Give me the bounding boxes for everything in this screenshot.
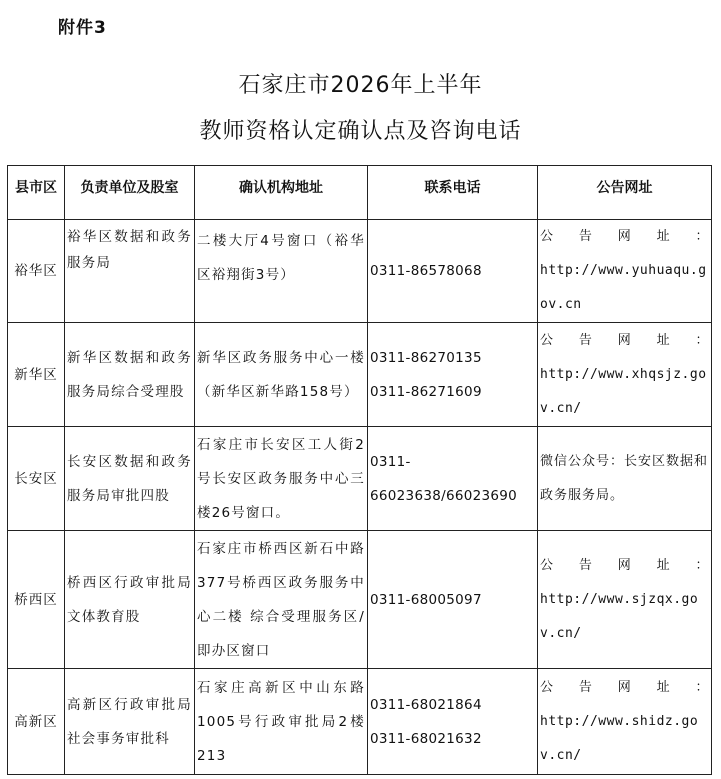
website-label-char: 公 xyxy=(540,679,554,695)
unit-text: 长安区数据和政务服务局审批四股 xyxy=(67,453,192,504)
page-title-line-2: 教师资格认定确认点及咨询电话 xyxy=(199,119,522,144)
table-header-row xyxy=(8,166,712,220)
phone-number: 0311-86270135 xyxy=(370,349,482,366)
website-label xyxy=(540,671,709,705)
website-label-char: 告 xyxy=(578,679,593,695)
header-address: 确认机构地址 xyxy=(195,166,368,220)
website-cell xyxy=(538,669,712,775)
address-text: 石家庄市桥西区新石中路377号桥西区政务服务中心二楼 综合受理服务区/即办区窗口 xyxy=(197,540,365,659)
unit-cell xyxy=(65,220,195,323)
website-label-char: 告 xyxy=(578,229,593,244)
table-row xyxy=(8,669,712,775)
website-label-char: 址 xyxy=(656,679,671,695)
website-cell xyxy=(538,323,712,427)
phone-number: 0311-68005097 xyxy=(370,591,482,608)
table-row xyxy=(8,531,712,669)
unit-cell xyxy=(65,323,195,427)
unit-text: 新华区数据和政务服务局综合受理股 xyxy=(67,349,192,400)
header-district: 县市区 xyxy=(8,166,65,220)
district-cell: 长安区 xyxy=(8,427,65,531)
unit-text: 裕华区数据和政务服务局 xyxy=(67,229,192,271)
header-phone: 联系电话 xyxy=(368,166,538,220)
phone-cell xyxy=(368,220,538,323)
address-text: 新华区政务服务中心一楼（新华区新华路158号） xyxy=(197,349,365,400)
address-cell xyxy=(195,531,368,669)
header-website: 公告网址 xyxy=(538,166,712,220)
district-cell: 高新区 xyxy=(8,669,65,775)
website-label-char: 公 xyxy=(540,332,554,348)
phone-cell xyxy=(368,531,538,669)
website-label-char: 公 xyxy=(540,229,554,244)
website-label-char: 网 xyxy=(617,229,632,244)
unit-text: 桥西区行政审批局文体教育股 xyxy=(67,574,192,625)
table-row xyxy=(8,323,712,427)
page-title-line-1: 石家庄市2026年上半年 xyxy=(238,73,483,98)
website-label-char: 址 xyxy=(656,332,671,348)
phone-number: 0311-68021864 xyxy=(370,696,482,713)
website-label-char: 告 xyxy=(578,557,593,573)
website-label-char: 址 xyxy=(656,229,671,244)
website-label-char: 网 xyxy=(617,679,632,695)
address-text: 石家庄市长安区工人街2号长安区政务服务中心三楼26号窗口。 xyxy=(197,436,365,521)
district-cell: 新华区 xyxy=(8,323,65,427)
website-url-link[interactable]: http://www.sjzqx.gov.cn/ xyxy=(540,591,699,641)
district-cell: 桥西区 xyxy=(8,531,65,669)
address-cell xyxy=(195,669,368,775)
website-label-char: 网 xyxy=(617,557,632,573)
website-label-char: ： xyxy=(695,229,709,244)
phone-cell xyxy=(368,323,538,427)
phone-cell xyxy=(368,669,538,775)
unit-cell xyxy=(65,669,195,775)
district-cell: 裕华区 xyxy=(8,220,65,323)
website-label-char: 公 xyxy=(540,557,554,573)
header-unit: 负责单位及股室 xyxy=(65,166,195,220)
address-text: 二楼大厅4号窗口（裕华区裕翔街3号） xyxy=(197,233,365,283)
unit-cell xyxy=(65,531,195,669)
website-label-char: ： xyxy=(695,557,709,573)
unit-cell xyxy=(65,427,195,531)
website-cell xyxy=(538,531,712,669)
website-url-link[interactable]: http://www.yuhuaqu.gov.cn xyxy=(540,263,707,312)
table-row xyxy=(8,427,712,531)
unit-text: 高新区行政审批局社会事务审批科 xyxy=(67,696,192,747)
consultation-table xyxy=(7,165,712,775)
attachment-label: 附件3 xyxy=(58,18,107,38)
phone-number: 66023638/66023690 xyxy=(370,487,518,504)
phone-number: 0311-86271609 xyxy=(370,383,482,400)
website-label xyxy=(540,549,709,583)
address-cell xyxy=(195,323,368,427)
table-row xyxy=(8,220,712,323)
phone-number: 0311-86578068 xyxy=(370,263,482,279)
phone-number: 0311-68021632 xyxy=(370,730,482,747)
address-cell xyxy=(195,427,368,531)
wechat-account-text: 微信公众号：长安区数据和政务服务局。 xyxy=(540,453,709,503)
website-label-char: 告 xyxy=(578,332,593,348)
phone-cell xyxy=(368,427,538,531)
website-cell xyxy=(538,427,712,531)
website-label-char: ： xyxy=(695,679,709,695)
website-label-char: ： xyxy=(695,332,709,348)
website-label xyxy=(540,220,709,254)
website-label xyxy=(540,324,709,358)
website-cell xyxy=(538,220,712,323)
website-label-char: 址 xyxy=(656,557,671,573)
website-label-char: 网 xyxy=(617,332,632,348)
address-cell xyxy=(195,220,368,323)
address-text: 石家庄高新区中山东路1005号行政审批局2楼213 xyxy=(197,679,365,764)
website-url-link[interactable]: http://www.xhqsjz.gov.cn/ xyxy=(540,366,707,416)
website-url-link[interactable]: http://www.shidz.gov.cn/ xyxy=(540,713,699,763)
phone-number: 0311- xyxy=(370,453,411,470)
